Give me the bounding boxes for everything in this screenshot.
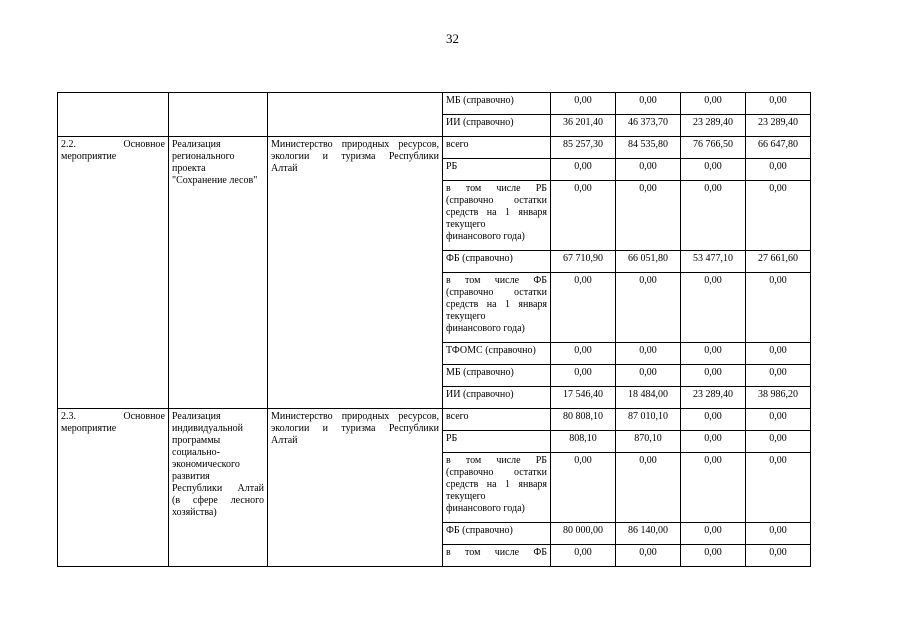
value-cell: 23 289,40: [681, 387, 746, 409]
source-cell: ФБ (справочно): [443, 523, 551, 545]
value-cell: 66 051,80: [616, 251, 681, 273]
value-cell: 0,00: [746, 545, 811, 567]
value-cell: 18 484,00: [616, 387, 681, 409]
activity-type: мероприятие: [61, 423, 117, 434]
value-cell: 0,00: [616, 453, 681, 523]
source-cell: РБ: [443, 431, 551, 453]
value-cell: 0,00: [746, 365, 811, 387]
activity-type: мероприятие: [61, 151, 117, 162]
activity-number: 2.3. Основное: [61, 411, 165, 422]
value-cell: 23 289,40: [681, 115, 746, 137]
value-cell: 0,00: [616, 181, 681, 251]
value-cell: 76 766,50: [681, 137, 746, 159]
source-cell: в том числе РБ (справочно остатки средств на 1 января текущего финансового года): [443, 181, 551, 251]
empty-executor-cell: [268, 93, 443, 137]
activity-number-cell: [58, 409, 169, 567]
value-cell: 84 535,80: [616, 137, 681, 159]
value-cell: 0,00: [681, 545, 746, 567]
value-cell: 0,00: [551, 545, 616, 567]
value-cell: 0,00: [681, 273, 746, 343]
value-cell: 0,00: [551, 93, 616, 115]
value-cell: 0,00: [681, 365, 746, 387]
value-cell: 0,00: [746, 343, 811, 365]
source-cell: в том числе ФБ: [443, 545, 551, 567]
value-cell: 0,00: [616, 159, 681, 181]
value-cell: 0,00: [681, 431, 746, 453]
value-cell: 0,00: [681, 93, 746, 115]
source-cell: МБ (справочно): [443, 365, 551, 387]
value-cell: 0,00: [616, 545, 681, 567]
value-cell: 870,10: [616, 431, 681, 453]
empty-number-cell: [58, 93, 169, 137]
value-cell: 0,00: [681, 343, 746, 365]
value-cell: 80 808,10: [551, 409, 616, 431]
value-cell: 36 201,40: [551, 115, 616, 137]
table-row: [58, 93, 811, 115]
value-cell: 0,00: [746, 431, 811, 453]
value-cell: 0,00: [681, 181, 746, 251]
value-cell: 46 373,70: [616, 115, 681, 137]
value-cell: 27 661,60: [746, 251, 811, 273]
value-cell: 0,00: [746, 453, 811, 523]
source-cell: всего: [443, 409, 551, 431]
value-cell: 38 986,20: [746, 387, 811, 409]
source-cell: ФБ (справочно): [443, 251, 551, 273]
empty-name-cell: [169, 93, 268, 137]
value-cell: 0,00: [616, 273, 681, 343]
source-cell: ИИ (справочно): [443, 387, 551, 409]
value-cell: 0,00: [681, 453, 746, 523]
value-cell: 0,00: [746, 93, 811, 115]
value-cell: 0,00: [551, 453, 616, 523]
value-cell: 0,00: [746, 159, 811, 181]
value-cell: 53 477,10: [681, 251, 746, 273]
table-row: [58, 137, 811, 159]
source-cell: в том числе ФБ (справочно остатки средств на 1 января текущего финансового года): [443, 273, 551, 343]
activity-number-cell: [58, 137, 169, 409]
source-cell: РБ: [443, 159, 551, 181]
budget-table: [57, 92, 811, 567]
value-cell: 23 289,40: [746, 115, 811, 137]
value-cell: 0,00: [551, 273, 616, 343]
source-cell: в том числе РБ (справочно остатки средств на 1 января текущего финансового года): [443, 453, 551, 523]
page-number: 32: [446, 31, 459, 46]
source-cell: всего: [443, 137, 551, 159]
value-cell: 0,00: [616, 343, 681, 365]
source-cell: ТФОМС (справочно): [443, 343, 551, 365]
value-cell: 66 647,80: [746, 137, 811, 159]
value-cell: 808,10: [551, 431, 616, 453]
value-cell: 67 710,90: [551, 251, 616, 273]
value-cell: 86 140,00: [616, 523, 681, 545]
value-cell: 0,00: [681, 409, 746, 431]
source-cell: ИИ (справочно): [443, 115, 551, 137]
executor-cell: Министерство природных ресурсов, экологии и туризма Республики Алтай: [268, 137, 443, 409]
value-cell: 80 000,00: [551, 523, 616, 545]
executor-cell: Министерство природных ресурсов, экологии и туризма Республики Алтай: [268, 409, 443, 567]
value-cell: 0,00: [551, 365, 616, 387]
source-cell: МБ (справочно): [443, 93, 551, 115]
value-cell: 0,00: [746, 181, 811, 251]
activity-name-cell: Реализация индивидуальной программы социально- экономического развития Республики Алтай (в сфере лесного хозяйства): [169, 409, 268, 567]
value-cell: 87 010,10: [616, 409, 681, 431]
value-cell: 0,00: [746, 273, 811, 343]
value-cell: 0,00: [681, 523, 746, 545]
value-cell: 85 257,30: [551, 137, 616, 159]
value-cell: 0,00: [746, 523, 811, 545]
activity-number: 2.2. Основное: [61, 139, 165, 150]
value-cell: 0,00: [746, 409, 811, 431]
value-cell: 0,00: [681, 159, 746, 181]
activity-name-cell: Реализация регионального проекта "Сохранение лесов": [169, 137, 268, 409]
value-cell: 0,00: [551, 159, 616, 181]
table-row: [58, 409, 811, 431]
value-cell: 17 546,40: [551, 387, 616, 409]
value-cell: 0,00: [616, 93, 681, 115]
value-cell: 0,00: [551, 181, 616, 251]
value-cell: 0,00: [616, 365, 681, 387]
value-cell: 0,00: [551, 343, 616, 365]
